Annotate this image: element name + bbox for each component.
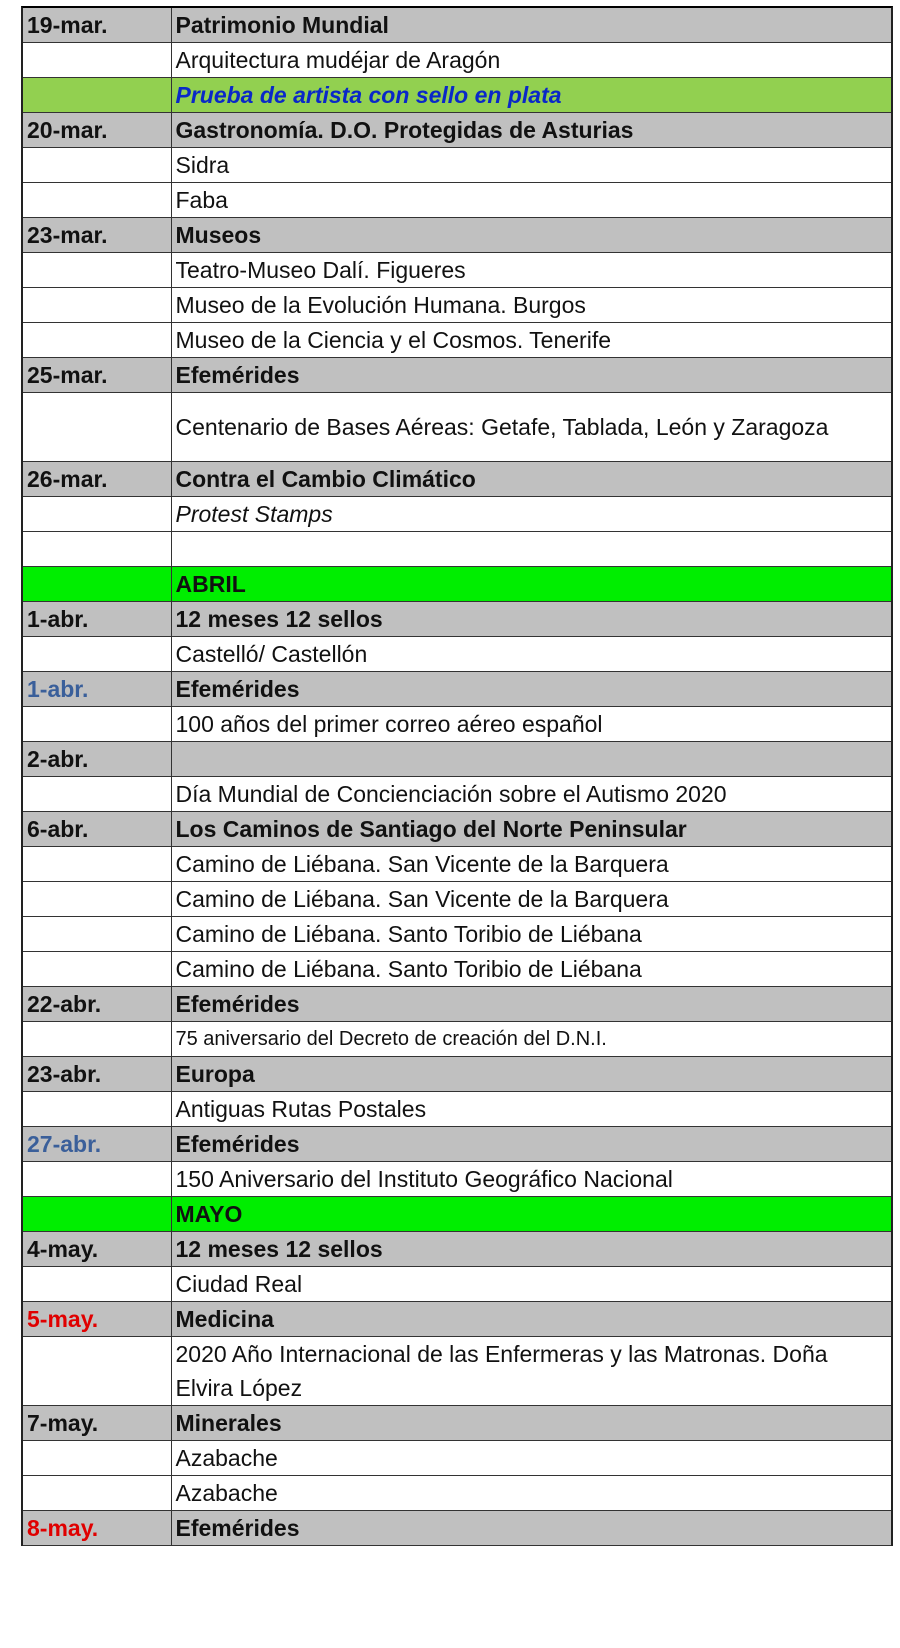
stamp-item-row [23,1162,891,1197]
issue-date-cell [23,777,171,812]
theme-cell: Efemérides [171,987,891,1022]
theme-cell: Efemérides [171,1127,891,1162]
issue-date-cell [23,1162,171,1197]
issue-date-cell: 20-mar. [23,113,171,148]
issue-date-cell: 1-abr. [23,602,171,637]
issue-date-cell [23,1441,171,1476]
stamp-item-row [23,637,891,672]
issue-header-row [23,1406,891,1441]
issue-date-cell [23,183,171,218]
theme-cell: Europa [171,1057,891,1092]
stamp-title-cell: Museo de la Ciencia y el Cosmos. Tenerife [171,323,891,358]
issue-header-row [23,602,891,637]
stamp-item-row [23,1337,891,1406]
issue-header-row [23,1511,891,1546]
stamp-item-row [23,917,891,952]
issue-date-cell [23,253,171,288]
schedule-rows [23,8,891,1546]
issue-date-cell [23,1337,171,1406]
issue-date-cell [23,323,171,358]
issue-header-row [23,1057,891,1092]
issue-header-row [23,218,891,253]
issue-date-cell [23,637,171,672]
issue-header-row [23,987,891,1022]
stamp-title-cell: Camino de Liébana. San Vicente de la Barquera [171,882,891,917]
stamp-title-cell: 100 años del primer correo aéreo español [171,707,891,742]
issue-date-cell [23,1022,171,1057]
issue-date-cell: 23-mar. [23,218,171,253]
stamp-title-cell: Protest Stamps [171,497,891,532]
stamp-title-cell: Camino de Liébana. Santo Toribio de Liébana [171,952,891,987]
issue-date-cell: 27-abr. [23,1127,171,1162]
stamp-item-row [23,183,891,218]
theme-cell: 12 meses 12 sellos [171,1232,891,1267]
stamp-item-row [23,1476,891,1511]
month-label-cell: ABRIL [171,567,891,602]
issue-date-cell [23,707,171,742]
month-row [23,1197,891,1232]
theme-cell: Efemérides [171,358,891,393]
stamp-title-cell: Museo de la Evolución Humana. Burgos [171,288,891,323]
stamp-item-row [23,777,891,812]
issue-date-cell [23,78,171,113]
theme-cell: Gastronomía. D.O. Protegidas de Asturias [171,113,891,148]
theme-cell: Contra el Cambio Climático [171,462,891,497]
issue-date-cell: 4-may. [23,1232,171,1267]
stamp-item-row [23,288,891,323]
issue-header-row [23,462,891,497]
theme-cell: Museos [171,218,891,253]
stamp-title-cell: Antiguas Rutas Postales [171,1092,891,1127]
issue-date-cell [23,393,171,462]
issue-date-cell [23,1476,171,1511]
stamp-item-row [23,148,891,183]
issue-date-cell: 8-may. [23,1511,171,1546]
issue-date-cell [23,43,171,78]
issue-date-cell: 23-abr. [23,1057,171,1092]
issue-header-row [23,113,891,148]
issue-header-row [23,8,891,43]
issue-date-cell [23,1267,171,1302]
theme-cell: Medicina [171,1302,891,1337]
issue-header-row [23,1302,891,1337]
issue-header-row [23,812,891,847]
theme-cell: Prueba de artista con sello en plata [171,78,891,113]
issue-date-cell [23,882,171,917]
stamp-item-row [23,497,891,532]
theme-cell: Efemérides [171,672,891,707]
stamp-item-row [23,707,891,742]
stamp-item-row [23,847,891,882]
stamp-title-cell: Ciudad Real [171,1267,891,1302]
stamp-item-row [23,253,891,288]
stamp-item-row [23,323,891,358]
stamp-item-row [23,1092,891,1127]
issue-date-cell: 6-abr. [23,812,171,847]
theme-cell: 12 meses 12 sellos [171,602,891,637]
issue-date-cell: 7-may. [23,1406,171,1441]
theme-cell: Los Caminos de Santiago del Norte Peninsular [171,812,891,847]
stamp-item-row [23,1022,891,1057]
stamp-title-cell: Arquitectura mudéjar de Aragón [171,43,891,78]
stamp-item-row [23,1267,891,1302]
issue-date-cell [23,952,171,987]
stamp-item-row [23,43,891,78]
theme-cell: Efemérides [171,1511,891,1546]
issue-header-row [23,672,891,707]
blank-row [23,532,891,567]
stamp-item-row [23,1441,891,1476]
theme-cell [171,742,891,777]
issue-date-cell: 5-may. [23,1302,171,1337]
theme-cell: Minerales [171,1406,891,1441]
schedule-table [23,8,891,1546]
month-row [23,567,891,602]
stamp-item-row [23,882,891,917]
theme-cell: Patrimonio Mundial [171,8,891,43]
stamp-title-cell: 2020 Año Internacional de las Enfermeras y las Matronas. Doña Elvira López [171,1337,891,1406]
stamp-schedule-sheet [21,6,893,1546]
stamp-title-cell: Camino de Liébana. Santo Toribio de Liébana [171,917,891,952]
issue-date-cell [23,917,171,952]
stamp-title-cell: Día Mundial de Concienciación sobre el Autismo 2020 [171,777,891,812]
issue-header-row [23,1127,891,1162]
issue-date-cell [23,847,171,882]
note-row [23,78,891,113]
stamp-title-cell: 75 aniversario del Decreto de creación del D.N.I. [171,1022,891,1057]
stamp-title-cell: Castelló/ Castellón [171,637,891,672]
issue-date-cell: 2-abr. [23,742,171,777]
month-label-cell: MAYO [171,1197,891,1232]
theme-cell [171,532,891,567]
issue-date-cell [23,532,171,567]
issue-date-cell [23,148,171,183]
issue-date-cell [23,1197,171,1232]
stamp-title-cell: Teatro-Museo Dalí. Figueres [171,253,891,288]
issue-date-cell: 25-mar. [23,358,171,393]
stamp-title-cell: Camino de Liébana. San Vicente de la Barquera [171,847,891,882]
issue-header-row [23,1232,891,1267]
issue-date-cell: 1-abr. [23,672,171,707]
stamp-title-cell: Sidra [171,148,891,183]
stamp-title-cell: Azabache [171,1476,891,1511]
issue-date-cell: 22-abr. [23,987,171,1022]
issue-date-cell [23,1092,171,1127]
stamp-title-cell: Azabache [171,1441,891,1476]
stamp-item-row [23,952,891,987]
issue-date-cell [23,288,171,323]
issue-header-row [23,742,891,777]
stamp-item-row [23,393,891,462]
stamp-title-cell: Centenario de Bases Aéreas: Getafe, Tablada, León y Zaragoza [171,393,891,462]
stamp-title-cell: 150 Aniversario del Instituto Geográfico Nacional [171,1162,891,1197]
stamp-title-cell: Faba [171,183,891,218]
issue-header-row [23,358,891,393]
issue-date-cell: 26-mar. [23,462,171,497]
issue-date-cell [23,567,171,602]
issue-date-cell [23,497,171,532]
issue-date-cell: 19-mar. [23,8,171,43]
